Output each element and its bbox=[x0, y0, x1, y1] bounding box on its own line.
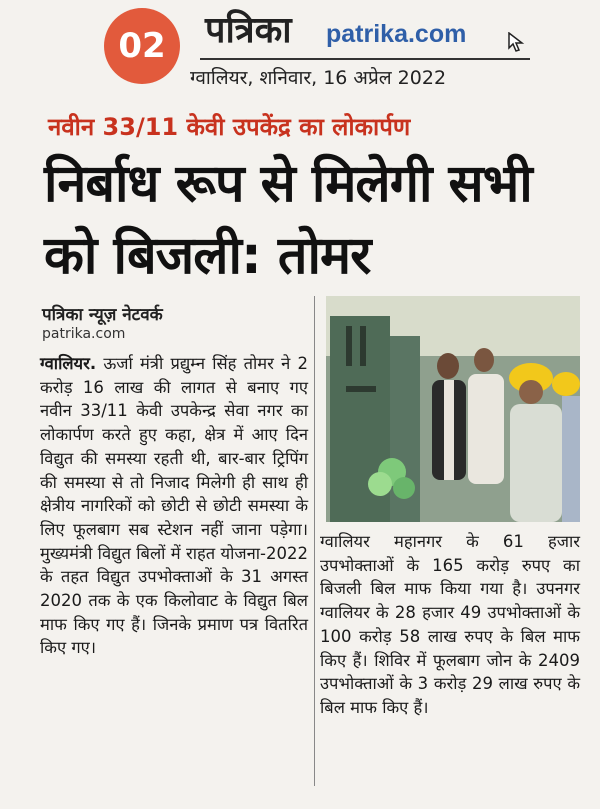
byline-site: patrika.com bbox=[42, 326, 126, 342]
article-body-left bbox=[40, 352, 308, 660]
body-left-text: ऊर्जा मंत्री प्रद्युम्न सिंह तोमर ने 2 करोड़ 16 लाख की लागत से बनाए गए नवीन 33/11 केवी उपकेन्द्र सेवा नगर का लोकार्पण करते हुए कहा, क्षेत्र में आए दिन विद्युत की समस्या रहती थी, बार-बार ट्रिपिंग की समस्या से तो निजाद मिलेगी ही साथ ही क्षेत्रीय नागरिकों को छोटी से छोटी समस्या के लिए फूलबाग सब स्टेशन नहीं जाना पड़ेगा। मुख्यमंत्री विद्युत बिलों में राहत योजना-2022 के तहत विद्युत उपभोक्ताओं के 31 अगस्त 2020 तक के एक किलोवाट के विद्युत बिल माफ किए गए हैं। जिनके प्रमाण पत्र वितरित किए गए। bbox=[40, 354, 308, 658]
article-body-right: ग्वालियर महानगर के 61 हजार उपभोक्ताओं के 165 करोड़ रुपए का बिजली बिल माफ किया गया है। उपनगर ग्वालियर के 28 हजार 49 उपभोक्ताओं के 100 करोड़ 58 लाख रुपए के बिल माफ किए हैं। शिविर में फूलबाग जोन के 2409 उपभोक्ताओं के 3 करोड़ 29 लाख रुपए के बिल माफ किए हैं। bbox=[320, 532, 580, 717]
dateline: ग्वालियर, शनिवार, 16 अप्रेल 2022 bbox=[190, 67, 447, 89]
place-name: ग्वालियर. bbox=[40, 354, 97, 373]
article-photo bbox=[326, 296, 580, 522]
page-number-badge: 02 bbox=[104, 8, 180, 84]
article-kicker: नवीन 33/11 केवी उपकेंद्र का लोकार्पण bbox=[48, 113, 411, 141]
cursor-icon bbox=[508, 32, 526, 52]
newspaper-brand: पत्रिका bbox=[205, 10, 292, 51]
byline: पत्रिका न्यूज़ नेटवर्क bbox=[42, 305, 163, 325]
column-divider bbox=[314, 296, 315, 786]
site-link[interactable]: patrika.com bbox=[326, 20, 467, 48]
article-headline: निर्बाध रूप से मिलेगी सभी को बिजली: तोमर bbox=[44, 154, 532, 286]
header-divider bbox=[200, 58, 530, 60]
